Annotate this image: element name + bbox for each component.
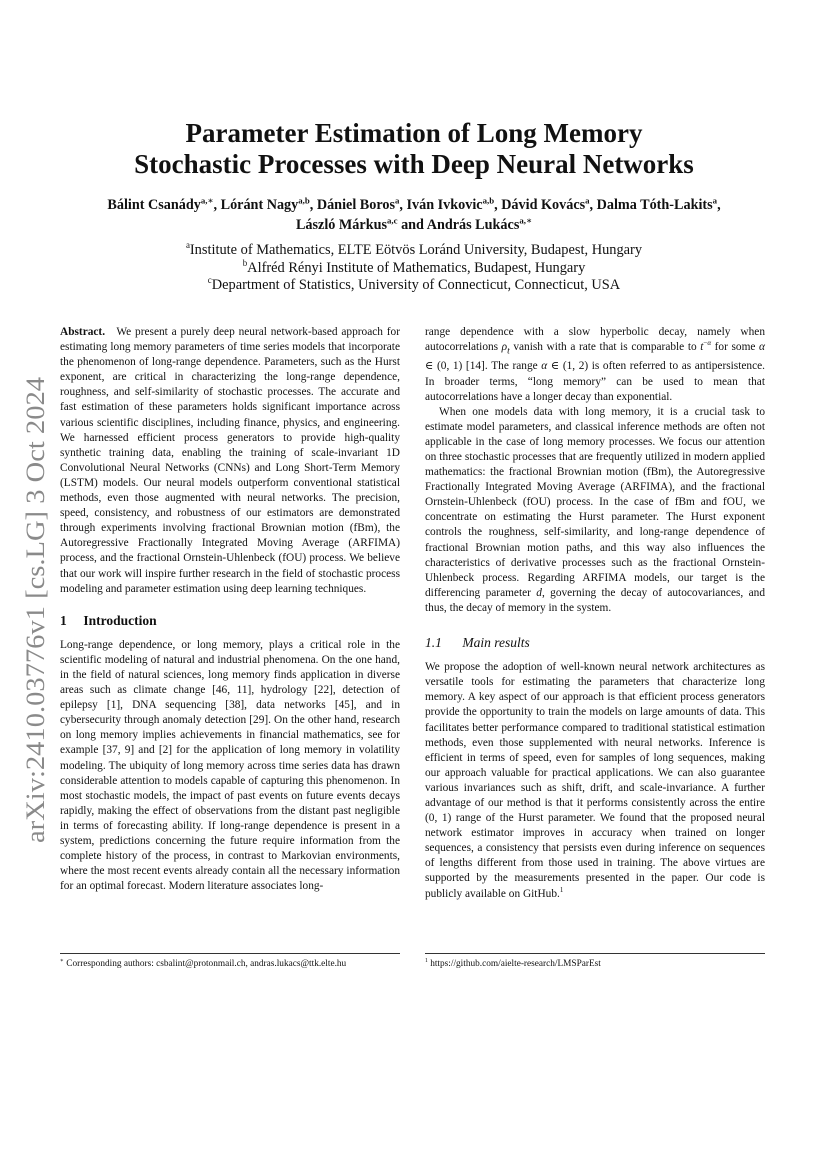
abstract-text: We present a purely deep neural network-based approach for estimating long memory parameters of time series models that incorporate the phenomenon of long-range dependence. Parameters, such as the Hurst exponent, are critical in characterizing the long-range dependence, roughness, and self-similarity of stochastic processes. The accurate and fast estimation of these parameters holds significant importance across various scientific disciplines, including finance, physics, and engineering. We harnessed efficient process generators to provide high-quality synthetic training data, enabling the training of scale-invariant 1D Convolutional Neural Networks (CNNs) and Long Short-Term Memory (LSTM) models. Our neural models outperform conventional statistical methods, even those augmented with neural networks. The precision, speed, consistency, and robustness of our estimators are demonstrated through experiments involving fractional Brownian motion (fBm), the Autoregressive Fractionally Integrated Moving Average (ARFIMA) process, and the fractional Ornstein-Uhlenbeck (fOU) process. We believe that our work will inspire further research in the field of stochastic process modeling and parameter estimation using deep learning techniques. [60, 326, 400, 595]
intro-paragraph-1: Long-range dependence, or long memory, plays a critical role in the scientific modeling of natural and industrial phenomena. On the one hand, in the field of natural sciences, long memory finds application in diverse areas such as climate change [46, 11], hydrology [22], detection of epilepsy [1], DNA sequencing [38], data networks [45], and in cybersecurity through anomaly detection [29]. On the other hand, research on long memory implies achievements in financial mathematics, see for example [37, 9] and [2] for the application of long memory in volatility modeling. The ubiquity of long memory across time series data has drawn considerable attention to models capable of capturing this phenomenon. In most stochastic models, the impact of past events on future events decays rapidly, making the effect of observations from the distant past negligible in terms of forecasting ability. If long-range dependence is present in a system, predictions concerning the future require information from the complete history of the process, in contrast to Markovian environments, where the most recent events already contain all the necessary information for an optimal forecast. Modern literature associates long- [60, 638, 400, 893]
affiliation-a: $^a$Institute of Mathematics, ELTE Eötvös Loránd University, Budapest, Hungary [185, 240, 643, 258]
footnote-corresponding-authors [60, 953, 400, 970]
affiliation-c: $^c$Department of Statistics, University of Connecticut, Connecticut, USA [207, 275, 621, 293]
arxiv-stamp [14, 375, 54, 845]
affiliations [60, 242, 768, 295]
abstract-label: Abstract. [60, 326, 106, 338]
arxiv-stamp-text: arXiv:2410.03776v1 [cs.LG] 3 Oct 2024 [20, 410, 50, 843]
footnote-text: ∗ Corresponding authors: csbalint@protonmail.ch, andras.lukacs@ttk.elte.hu [60, 957, 347, 969]
section-heading-introduction [60, 613, 400, 628]
author-list [60, 195, 768, 235]
left-column [60, 325, 400, 894]
intro-paragraph-1-continued: range dependence with a slow hyperbolic decay, namely when autocorrelations $\rho_t$ vanish with a rate that is comparable to $t^{-\alpha}$ for some α ∈ (0, 1) [14]. The range α ∈ (1, 2) is often referred to as antipersistence. In broader terms, “long memory” can be used to mean that autocorrelations have a longer decay than exponential. [425, 326, 765, 403]
title-line-1: Parameter Estimation of Long Memory [185, 118, 643, 148]
subsection-title: Main results [462, 635, 530, 651]
right-column [425, 325, 765, 902]
abstract [60, 325, 400, 597]
section-number: 1 [60, 612, 67, 628]
footnote-github [425, 953, 765, 970]
intro-paragraph-2: When one models data with long memory, it is a crucial task to estimate model parameters, and classical inference methods are often not applicable in the case of long memory processes. We focus our attention on three stochastic processes that are frequently utilized in modern applied mathematics: the fractional Brownian motion (fBm), the Autoregressive Fractionally Integrated Moving Average (ARFIMA), and the fractional Ornstein-Uhlenbeck (fOU) process. In the case of fBm and fOU, we concentrate on estimating the Hurst parameter. The Hurst exponent controls the roughness, self-similarity, and long-range dependence of fractional Brownian motion paths, and this way also influences the characteristics of derivative processes such as the fractional Ornstein-Uhlenbeck process. Regarding ARFIMA models, our target is the differencing parameter d, governing the decay of autocovariances, and thus, the decay of memory in the system. [425, 405, 765, 614]
footnote-rule [60, 953, 400, 954]
paper-title [60, 118, 768, 180]
subsection-heading-main-results [425, 635, 765, 650]
footnote-link[interactable]: $^1$ https://github.com/aielte-research/LMSParEst [425, 957, 601, 969]
subsection-number: 1.1 [425, 635, 442, 651]
title-line-2: Stochastic Processes with Deep Neural Networks [134, 149, 694, 179]
section-title: Introduction [83, 612, 157, 628]
main-results-paragraph: We propose the adoption of well-known neural network architectures as versatile tools for estimating the parameters that characterize long memory. A key aspect of our approach is that efficient process generators provide the opportunity to train the models on large amounts of data. This facilitates better performance compared to traditional statistical estimation methods, even those supplemented with neural networks. Inference is efficient in terms of speed, even for samples of long sequences, making our approach valuable for practical applications. We can also guarantee various invariances such as shift, drift, and scale-invariance. A further advantage of our method is that it performs consistently across the entire (0, 1) range of the Hurst parameter. We found that the proposed neural network estimator improves in accuracy when trained on longer sequences, a consistency that persists even during inference on sequences of lengths different from those used in training. The above virtues are supported by the measurements presented in the paper. Our code is publicly available on GitHub.$^1$ [425, 661, 765, 900]
footnote-rule [425, 953, 765, 954]
authors-line-2: László Márkus$^{a,c}$ and András Lukács$^{a,∗}$ [295, 215, 533, 233]
affiliation-b: $^b$Alfréd Rényi Institute of Mathematics, Budapest, Hungary [242, 257, 586, 276]
authors-line-1: Bálint Csanády$^{a,∗}$, Lóránt Nagy$^{a,b}$, Dániel Boros$^a$, Iván Ivkovic$^{a,b}$, Dávid Kovács$^a$, Dalma Tóth-Lakits$^a$, [107, 195, 721, 213]
